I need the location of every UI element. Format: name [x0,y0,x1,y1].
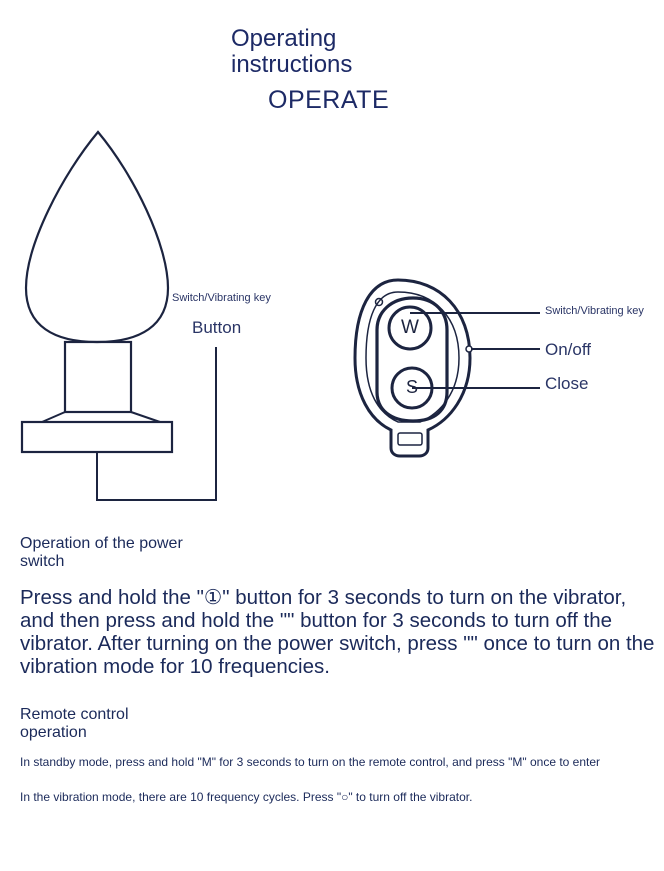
remote-section-line-1: In standby mode, press and hold "M" for 3 seconds to turn on the remote control, and press "M" once to enter [20,755,601,769]
plug-base-shape [42,412,160,422]
remote-onoff-label: On/off [545,340,591,359]
remote-close-label: Close [545,374,589,393]
s-button-letter: S [405,377,418,397]
button-pointer-line [97,347,216,500]
plug-neck-shape [65,342,131,412]
w-button-letter: W [401,317,419,338]
remote-switch-label: Switch/Vibrating key [545,305,644,317]
title-text: Operating instructions [231,25,353,78]
plug-base-plate [22,422,172,452]
page-subtitle: OPERATE [268,86,390,114]
remote-section-line-2: In the vibration mode, there are 10 frequency cycles. Press "○" to turn off the vibrator. [20,790,473,804]
power-section-heading: Operation of the power switch [20,535,183,570]
plug-key-label: Switch/Vibrating key [172,292,271,304]
remote-section-heading: Remote control operation [20,706,129,741]
power-section-text: Press and hold the "①" button for 3 seconds to turn on the vibrator, and then press and hold the "" button for 3 seconds to turn off the vibrator. After turning on the power switch, press "" once to turn on the vibration mode for 10 frequencies. [20,586,655,678]
plug-body-shape [26,132,168,342]
plug-button-label: Button [192,318,242,337]
remote-keyloop [398,433,422,445]
